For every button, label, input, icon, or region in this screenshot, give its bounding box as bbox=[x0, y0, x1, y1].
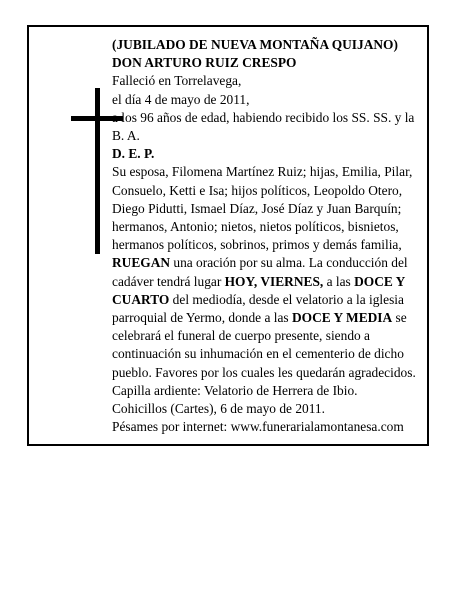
place-of-death: Falleció en Torrelavega, bbox=[112, 73, 242, 89]
place-and-date: Cohicillos (Cartes), 6 de mayo de 2011. bbox=[112, 401, 325, 417]
age-line: a los 96 años de edad, habiendo recibido los SS. SS. y la B. A. bbox=[112, 109, 415, 144]
deceased-nickname: (JUBILADO DE NUEVA MONTAÑA QUIJANO) bbox=[112, 37, 398, 52]
cross-vertical-bar bbox=[95, 88, 100, 254]
prayer-text: una oración por su alma. La conducción del cadáver tendrá lugar bbox=[112, 255, 408, 289]
condolences-line: Pésames por internet: www.funerarialamontanesa.com bbox=[112, 419, 404, 435]
deceased-name: DON ARTURO RUIZ CRESPO bbox=[112, 55, 297, 71]
rip-line: D. E. P. bbox=[112, 146, 155, 162]
doce-y-media-text: DOCE Y MEDIA bbox=[292, 310, 393, 326]
funeral-text: se celebrará el funeral de cuerpo presente, siendo a continuación su inhumación en el cementerio de dicho pueblo. Favores por los cuales les quedarán agradecidos. Capilla ardiente: Velatorio de Herrera de Ibio. bbox=[112, 310, 416, 398]
notice-text bbox=[112, 36, 420, 436]
ruegan-text: RUEGAN bbox=[112, 255, 171, 271]
date-of-death: el día 4 de mayo de 2011, bbox=[112, 91, 250, 107]
hoy-viernes-text: HOY, VIERNES, bbox=[224, 273, 324, 289]
funeral-details bbox=[112, 254, 420, 400]
at-text: a las bbox=[323, 273, 355, 289]
family-list: Su esposa, Filomena Martínez Ruiz; hijas, Emilia, Pilar, Consuelo, Ketti e Isa; hijos políticos, Leopoldo Otero, Diego Pidutti, Ismael Díaz, José Díaz y Juan Barquín; hermanos, Antonio; nietos, nietos políticos, bisnietos, hermanos políticos, sobrinos, primos y demás familia, bbox=[112, 164, 413, 253]
procession-text: del mediodía, desde el velatorio a la iglesia parroquial de Yermo, donde a las bbox=[112, 291, 404, 326]
doce-y-cuarto-text: DOCE Y CUARTO bbox=[112, 273, 405, 307]
